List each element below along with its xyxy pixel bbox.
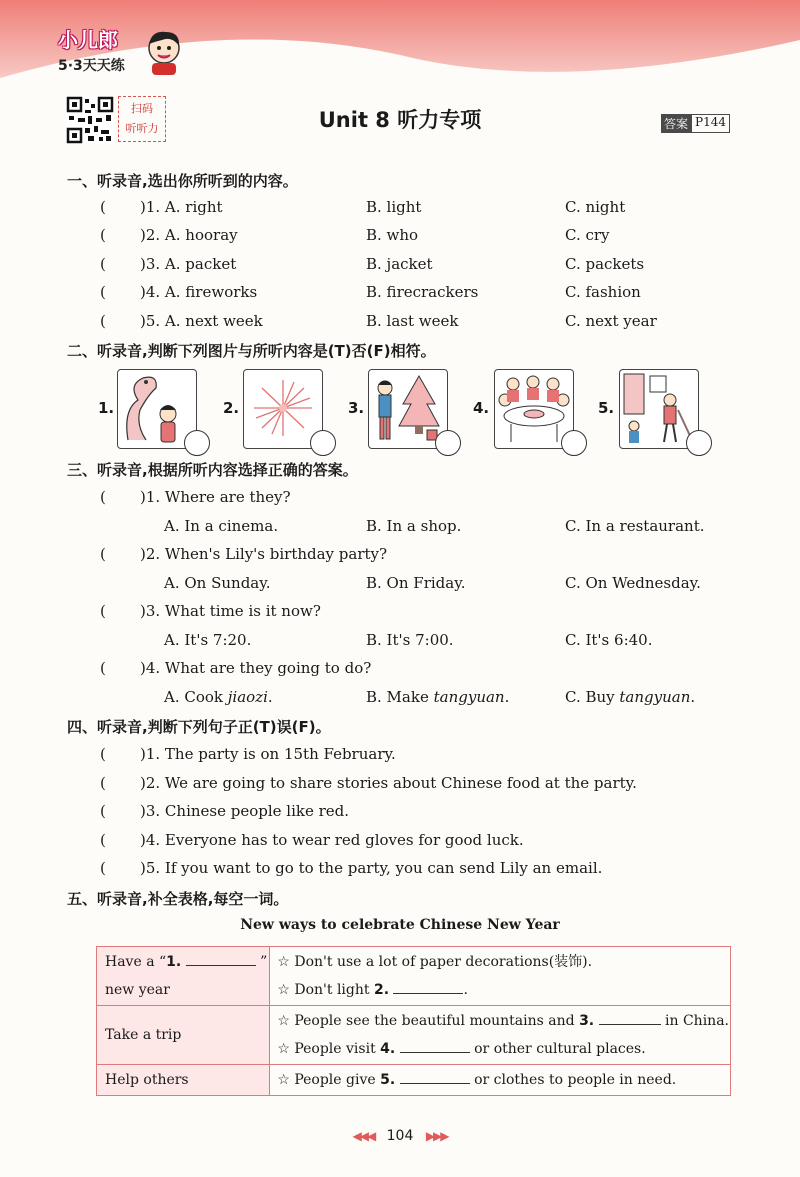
answer-circle[interactable] <box>686 430 712 456</box>
picture-number: 3. <box>348 399 365 417</box>
line-text-after: in China. <box>660 1013 729 1029</box>
s1-option-b: B. who <box>366 226 419 244</box>
line-text-after: or other cultural places. <box>469 1041 646 1057</box>
s3-question <box>0 659 800 681</box>
blank-number: 3. <box>579 1013 595 1029</box>
blank-number: 1. <box>166 954 182 970</box>
section-3-heading: 三、听录音,根据所听内容选择正确的答案。 <box>67 461 358 479</box>
answer-bracket[interactable]: ( <box>100 602 106 620</box>
s1-option-a: )3. A. packet <box>140 255 237 273</box>
s1-option-a: )4. A. fireworks <box>140 283 258 301</box>
s1-option-c: C. packets <box>565 255 645 273</box>
answer-bracket[interactable]: ( <box>100 802 106 820</box>
picture-5 <box>619 369 699 449</box>
s3-option-c: C. On Wednesday. <box>565 574 701 592</box>
christmas-tree-icon <box>369 370 447 448</box>
option-dot: . <box>504 688 510 706</box>
s1-option-b: B. firecrackers <box>366 283 479 301</box>
left-arrows-icon: ◀◀◀ <box>352 1129 375 1143</box>
scan-label-line1: 扫码 <box>131 102 153 115</box>
s1-item <box>0 255 800 277</box>
s3-question <box>0 602 800 624</box>
s4-item <box>0 802 800 824</box>
picture-4 <box>494 369 574 449</box>
answer-bracket[interactable]: ( <box>100 198 106 216</box>
s3-option-a <box>164 688 273 706</box>
section-1-heading: 一、听录音,选出你所听到的内容。 <box>67 172 298 190</box>
option-italic: tangyuan <box>619 688 691 706</box>
answer-blank[interactable] <box>186 951 256 966</box>
s1-option-c: C. night <box>565 198 626 216</box>
s3-question <box>0 488 800 510</box>
answer-label: 答案 <box>661 114 691 133</box>
s3-options <box>0 688 800 710</box>
label-close-quote: ” <box>260 954 268 970</box>
section-4-heading: 四、听录音,判断下列句子正(T)误(F)。 <box>67 718 331 736</box>
s4-item <box>0 774 800 796</box>
blank-number: 4. <box>380 1041 396 1057</box>
content-line: ☆ Don't use a lot of paper decorations(装饰). <box>277 954 593 970</box>
s3-option-b: B. In a shop. <box>366 517 462 535</box>
fireworks-icon <box>244 370 322 448</box>
line-text-after: or clothes to people in need. <box>469 1072 677 1088</box>
answer-bracket[interactable]: ( <box>100 255 106 273</box>
answer-bracket[interactable]: ( <box>100 859 106 877</box>
answer-bracket[interactable]: ( <box>100 312 106 330</box>
s1-item <box>0 312 800 334</box>
line-text: ☆ People give <box>277 1072 381 1088</box>
s3-options <box>0 517 800 539</box>
page-title: Unit 8 听力专项 <box>318 108 482 132</box>
s3-option-a: A. On Sunday. <box>164 574 271 592</box>
s3-question-text: )3. What time is it now? <box>140 602 321 620</box>
row-label: Take a trip <box>97 1006 270 1065</box>
s1-option-a: )5. A. next week <box>140 312 263 330</box>
answer-circle[interactable] <box>561 430 587 456</box>
option-italic: tangyuan <box>433 688 505 706</box>
label-text: Have a “ <box>105 954 167 970</box>
picture-number: 1. <box>98 399 115 417</box>
table-title: New ways to celebrate Chinese New Year <box>240 917 560 933</box>
brand-logo <box>58 24 125 75</box>
content-line <box>277 976 729 1004</box>
row-content <box>270 1065 731 1096</box>
answer-circle[interactable] <box>184 430 210 456</box>
s4-sentence: )2. We are going to share stories about Chinese food at the party. <box>140 774 637 792</box>
answer-circle[interactable] <box>310 430 336 456</box>
dragon-dance-icon <box>118 370 196 448</box>
answer-page-tag <box>661 114 730 133</box>
s4-sentence: )3. Chinese people like red. <box>140 802 350 820</box>
page-number: 104 <box>386 1128 414 1144</box>
table-row <box>97 1065 731 1096</box>
brand-subtitle: 5·3天天练 <box>58 58 125 74</box>
option-dot: . <box>690 688 696 706</box>
line-text: ☆ Don't light <box>277 982 374 998</box>
s1-option-c: C. next year <box>565 312 657 330</box>
blank-number: 5. <box>380 1072 396 1088</box>
row-content <box>270 947 731 1006</box>
answer-bracket[interactable]: ( <box>100 745 106 763</box>
row-label: Help others <box>97 1065 270 1096</box>
section-5-heading: 五、听录音,补全表格,每空一词。 <box>67 890 289 908</box>
row-label <box>97 947 270 1006</box>
picture-number: 4. <box>473 399 490 417</box>
s3-option-a: A. It's 7:20. <box>164 631 252 649</box>
picture-2 <box>243 369 323 449</box>
picture-3 <box>368 369 448 449</box>
s4-item <box>0 859 800 881</box>
s1-option-c: C. cry <box>565 226 610 244</box>
s3-question-text: )2. When's Lily's birthday party? <box>140 545 388 563</box>
s4-sentence: )5. If you want to go to the party, you can send Lily an email. <box>140 859 603 877</box>
s1-item <box>0 283 800 305</box>
s4-sentence: )1. The party is on 15th February. <box>140 745 396 763</box>
s1-option-a: )1. A. right <box>140 198 223 216</box>
s3-option-c: C. In a restaurant. <box>565 517 705 535</box>
line-text-after: . <box>463 982 468 998</box>
s1-option-c: C. fashion <box>565 283 641 301</box>
s3-option-b <box>366 688 509 706</box>
s4-item <box>0 745 800 767</box>
answer-blank[interactable] <box>400 1069 470 1084</box>
answer-bracket[interactable]: ( <box>100 283 106 301</box>
blank-number: 2. <box>373 982 390 998</box>
section-2-heading: 二、听录音,判断下列图片与所听内容是(T)否(F)相符。 <box>67 342 436 360</box>
s3-option-a: A. In a cinema. <box>164 517 279 535</box>
option-text: B. Make <box>366 688 434 706</box>
line-text: ☆ People see the beautiful mountains and <box>277 1013 580 1029</box>
answer-bracket[interactable]: ( <box>100 774 106 792</box>
sweeping-house-icon <box>620 370 698 448</box>
s1-option-b: B. jacket <box>366 255 433 273</box>
s4-item <box>0 831 800 853</box>
s4-sentence: )4. Everyone has to wear red gloves for good luck. <box>140 831 524 849</box>
s3-question <box>0 545 800 567</box>
answer-blank[interactable] <box>400 1038 470 1053</box>
s3-option-b: B. It's 7:00. <box>366 631 454 649</box>
row-content <box>270 1006 731 1065</box>
s3-option-c: C. It's 6:40. <box>565 631 653 649</box>
option-italic: jiaozi <box>227 688 268 706</box>
mascot-boy-icon <box>142 26 186 76</box>
table-row <box>97 947 731 1006</box>
option-dot: . <box>267 688 273 706</box>
answer-page: P144 <box>691 114 730 133</box>
answer-circle[interactable] <box>435 430 461 456</box>
answer-bracket[interactable]: ( <box>100 488 106 506</box>
s3-question-text: )4. What are they going to do? <box>140 659 372 677</box>
s1-option-b: B. light <box>366 198 422 216</box>
s3-question-text: )1. Where are they? <box>140 488 291 506</box>
label-line: new year <box>105 982 170 998</box>
picture-number: 2. <box>223 399 240 417</box>
s1-option-a: )2. A. hooray <box>140 226 238 244</box>
s3-options <box>0 574 800 596</box>
right-arrows-icon: ▶▶▶ <box>425 1129 448 1143</box>
content-line <box>277 1035 729 1063</box>
content-line <box>277 1066 729 1094</box>
s3-option-b: B. On Friday. <box>366 574 466 592</box>
answer-blank[interactable] <box>393 979 463 994</box>
answer-bracket[interactable]: ( <box>100 659 106 677</box>
table-row <box>97 1006 731 1065</box>
label-line <box>105 948 268 976</box>
family-dinner-icon <box>495 370 573 448</box>
picture-1 <box>117 369 197 449</box>
s1-option-b: B. last week <box>366 312 459 330</box>
option-text: C. Buy <box>565 688 620 706</box>
line-text: ☆ People visit <box>277 1041 381 1057</box>
answer-bracket[interactable]: ( <box>100 226 106 244</box>
picture-number: 5. <box>598 399 615 417</box>
answer-bracket[interactable]: ( <box>100 545 106 563</box>
scan-label-line2: 听听力 <box>125 122 159 135</box>
page-footer <box>0 1128 800 1144</box>
s1-item <box>0 198 800 220</box>
brand-name: 小儿郎 <box>58 28 118 52</box>
answer-blank[interactable] <box>599 1010 661 1025</box>
s3-options <box>0 631 800 653</box>
answer-bracket[interactable]: ( <box>100 831 106 849</box>
s1-item <box>0 226 800 248</box>
s3-option-c <box>565 688 695 706</box>
fill-in-table <box>96 946 731 1096</box>
content-line <box>277 1007 729 1035</box>
option-text: A. Cook <box>164 688 228 706</box>
